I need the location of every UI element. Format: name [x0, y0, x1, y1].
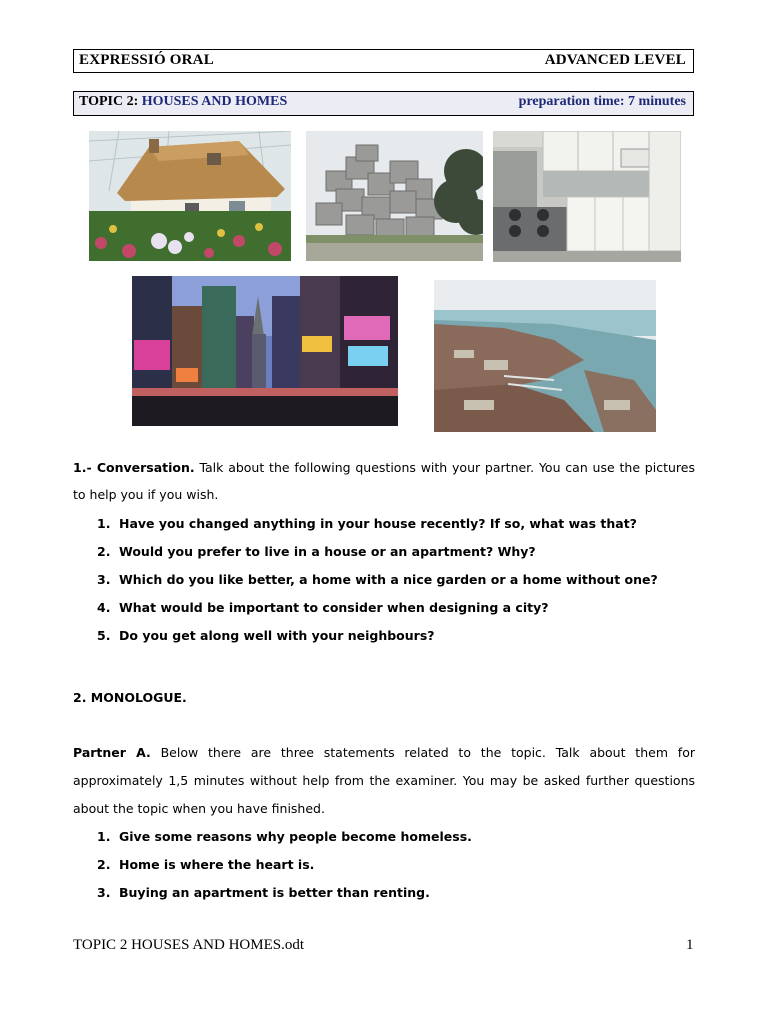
conversation-heading: 1.- Conversation. [73, 460, 195, 475]
kitchen-photo [493, 131, 681, 262]
thatched-cottage-photo [89, 131, 291, 261]
list-item: 2. Would you prefer to live in a house or an apartment? Why? [97, 544, 536, 559]
list-item: 2. Home is where the heart is. [97, 857, 315, 872]
conversation-intro [73, 454, 695, 482]
question-text: Would you prefer to live in a house or an apartment? Why? [119, 544, 536, 559]
prep-time-value: 7 minutes [628, 94, 686, 109]
list-item: 1. Have you changed anything in your house recently? If so, what was that? [97, 516, 637, 531]
monologue-instructions-line2: approximately 1,5 minutes without help from the examiner. You may be asked further questions [73, 773, 695, 788]
question-text: Which do you like better, a home with a nice garden or a home without one? [119, 572, 658, 587]
cube-apartment-building-photo [306, 131, 483, 261]
subject-label: EXPRESSIÓ ORAL [79, 52, 214, 68]
conversation-intro-line1: Talk about the following questions with your partner. You can use the pictures [194, 460, 695, 475]
topic-title: HOUSES AND HOMES [141, 94, 288, 109]
footer-filename: TOPIC 2 HOUSES AND HOMES.odt [73, 937, 305, 953]
partner-label: Partner A. [73, 745, 151, 760]
monologue-instructions-line3: about the topic when you have finished. [73, 801, 325, 816]
list-item: 4. What would be important to consider when designing a city? [97, 600, 549, 615]
prep-time-label: preparation time: [518, 94, 625, 109]
statement-text: Home is where the heart is. [119, 857, 315, 872]
conversation-intro-line2: to help you if you wish. [73, 487, 219, 502]
monologue-instructions-line1: Partner A. Below there are three statements related to the topic. Talk about them for [73, 745, 695, 760]
question-text: Have you changed anything in your house recently? If so, what was that? [119, 516, 637, 531]
question-text: Do you get along well with your neighbours? [119, 628, 435, 643]
question-text: What would be important to consider when designing a city? [119, 600, 549, 615]
list-item: 1. Give some reasons why people become homeless. [97, 829, 472, 844]
topic-label: TOPIC 2: [79, 94, 139, 109]
city-square-night-photo [132, 276, 398, 426]
statement-text: Give some reasons why people become homeless. [119, 829, 472, 844]
document-header [73, 49, 694, 73]
monologue-heading: 2. MONOLOGUE. [73, 690, 187, 705]
list-item: 5. Do you get along well with your neighbours? [97, 628, 435, 643]
topic-header [73, 91, 694, 116]
list-item: 3. Buying an apartment is better than renting. [97, 885, 430, 900]
statement-text: Buying an apartment is better than renting. [119, 885, 430, 900]
list-item: 3. Which do you like better, a home with a nice garden or a home without one? [97, 572, 658, 587]
level-label: ADVANCED LEVEL [544, 52, 686, 68]
harbour-aerial-photo [434, 280, 656, 432]
page-number: 1 [686, 937, 694, 953]
